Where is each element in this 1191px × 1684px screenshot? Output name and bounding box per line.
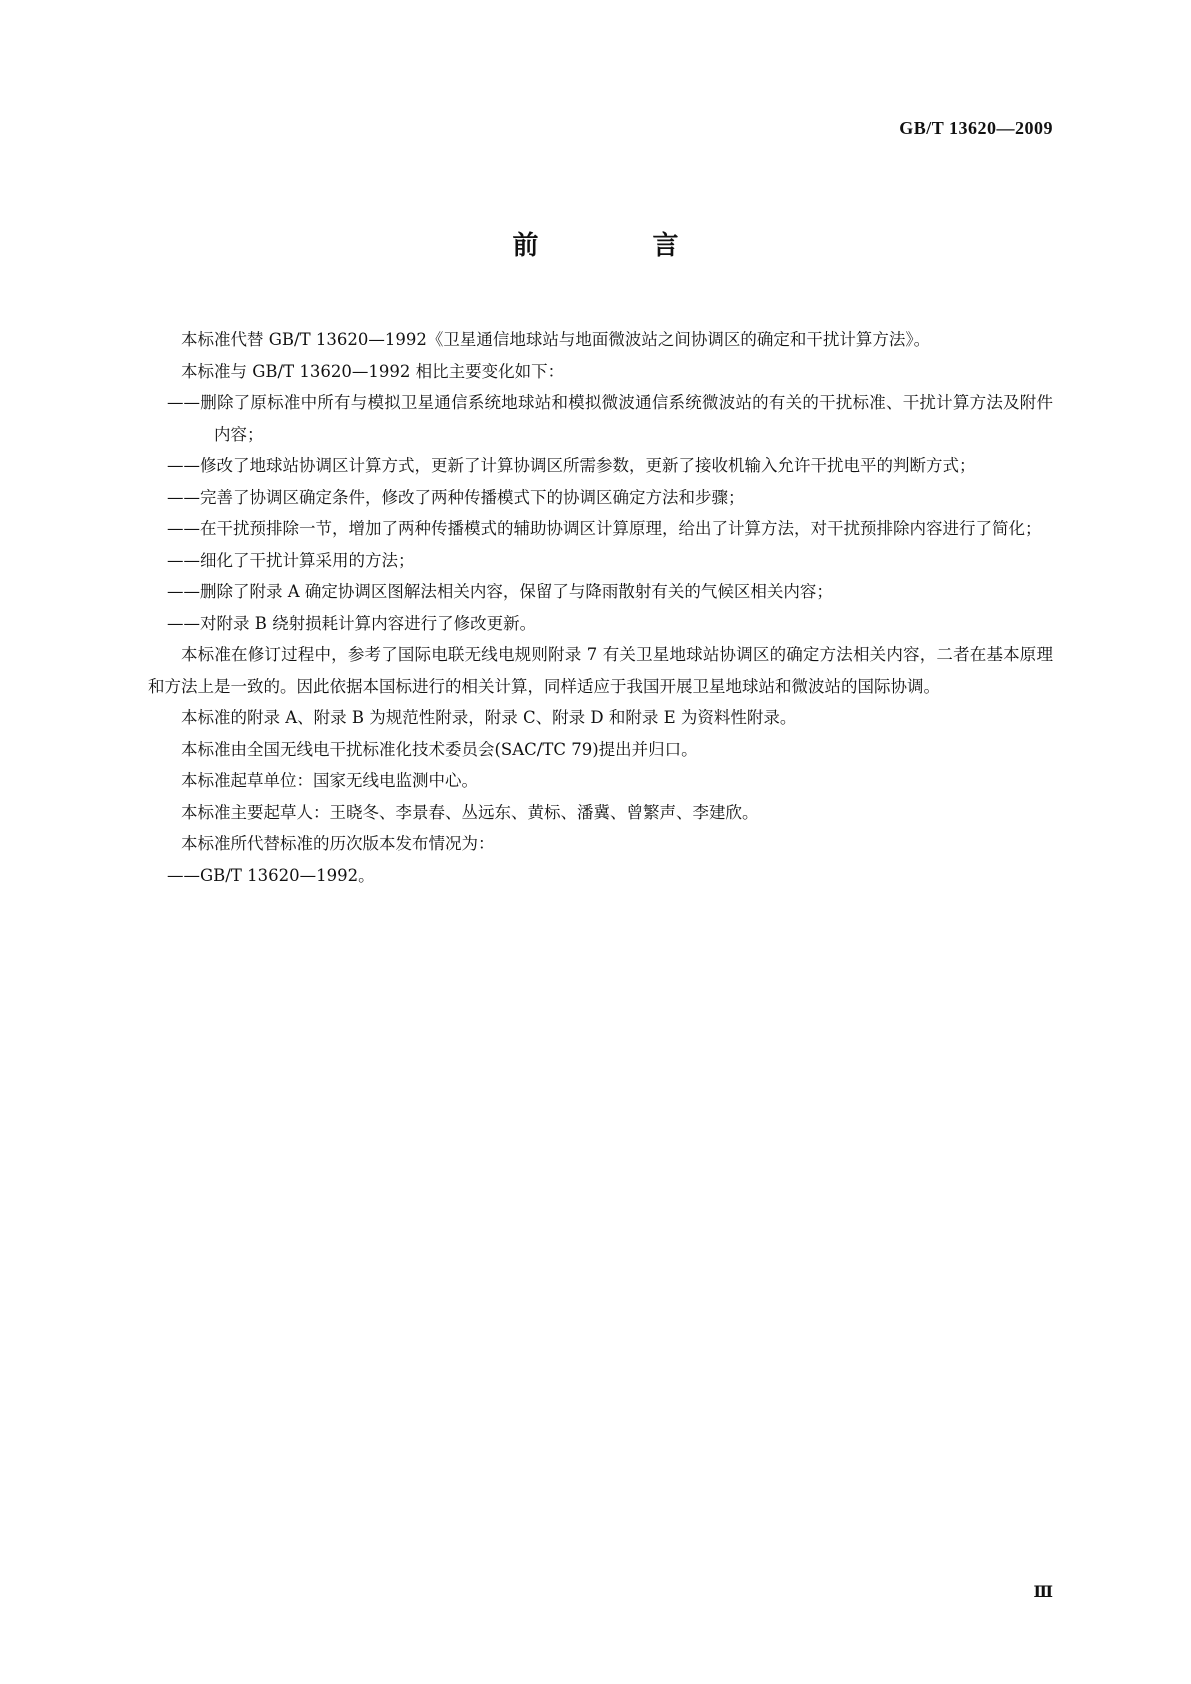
standard-number: GB/T 13620—2009 <box>899 118 1053 138</box>
change-item: ——细化了干扰计算采用的方法； <box>167 550 415 570</box>
paragraph: 本标准由全国无线电干扰标准化技术委员会(SAC/TC 79)提出并归口。 <box>181 739 698 759</box>
paragraph: 本标准主要起草人：王晓冬、李景春、丛远东、黄标、潘冀、曾繁声、李建欣。 <box>181 802 759 822</box>
change-item: ——对附录 B 绕射损耗计算内容进行了修改更新。 <box>167 613 537 633</box>
foreword-body <box>148 324 1053 891</box>
paragraph: 本标准与 GB/T 13620—1992 相比主要变化如下： <box>181 361 565 381</box>
paragraph: 本标准的附录 A、附录 B 为规范性附录，附录 C、附录 D 和附录 E 为资料性附录。 <box>181 708 797 727</box>
paragraph: 本标准代替 GB/T 13620—1992《卫星通信地球站与地面微波站之间协调区的确定和干扰计算方法》。 <box>181 330 931 349</box>
paragraph: 本标准所代替标准的历次版本发布情况为： <box>181 834 495 853</box>
history-item: ——GB/T 13620—1992。 <box>167 865 375 885</box>
paragraph: 本标准起草单位：国家无线电监测中心。 <box>181 771 478 790</box>
page-number: Ⅲ <box>1033 1584 1053 1601</box>
change-item: ——完善了协调区确定条件，修改了两种传播模式下的协调区确定方法和步骤； <box>167 487 745 507</box>
change-item: ——修改了地球站协调区计算方式，更新了计算协调区所需参数，更新了接收机输入允许干扰电平的判断方式； <box>167 456 976 475</box>
change-item: ——在干扰预排除一节，增加了两种传播模式的辅助协调区计算原理，给出了计算方法，对干扰预排除内容进行了简化； <box>167 519 1042 538</box>
change-item: ——删除了附录 A 确定协调区图解法相关内容，保留了与降雨散射有关的气候区相关内容； <box>167 582 833 601</box>
page-title: 前 言 <box>512 231 723 261</box>
change-item: ——删除了原标准中所有与模拟卫星通信系统地球站和模拟微波通信系统微波站的有关的干扰标准、干扰计算方法及附件内容； <box>167 393 1053 444</box>
paragraph: 本标准在修订过程中，参考了国际电联无线电规则附录 7 有关卫星地球站协调区的确定方法相关内容，二者在基本原理和方法上是一致的。因此依据本国标进行的相关计算，同样适应于我国开展卫星地球站和微波站的国际协调。 <box>148 645 1053 696</box>
